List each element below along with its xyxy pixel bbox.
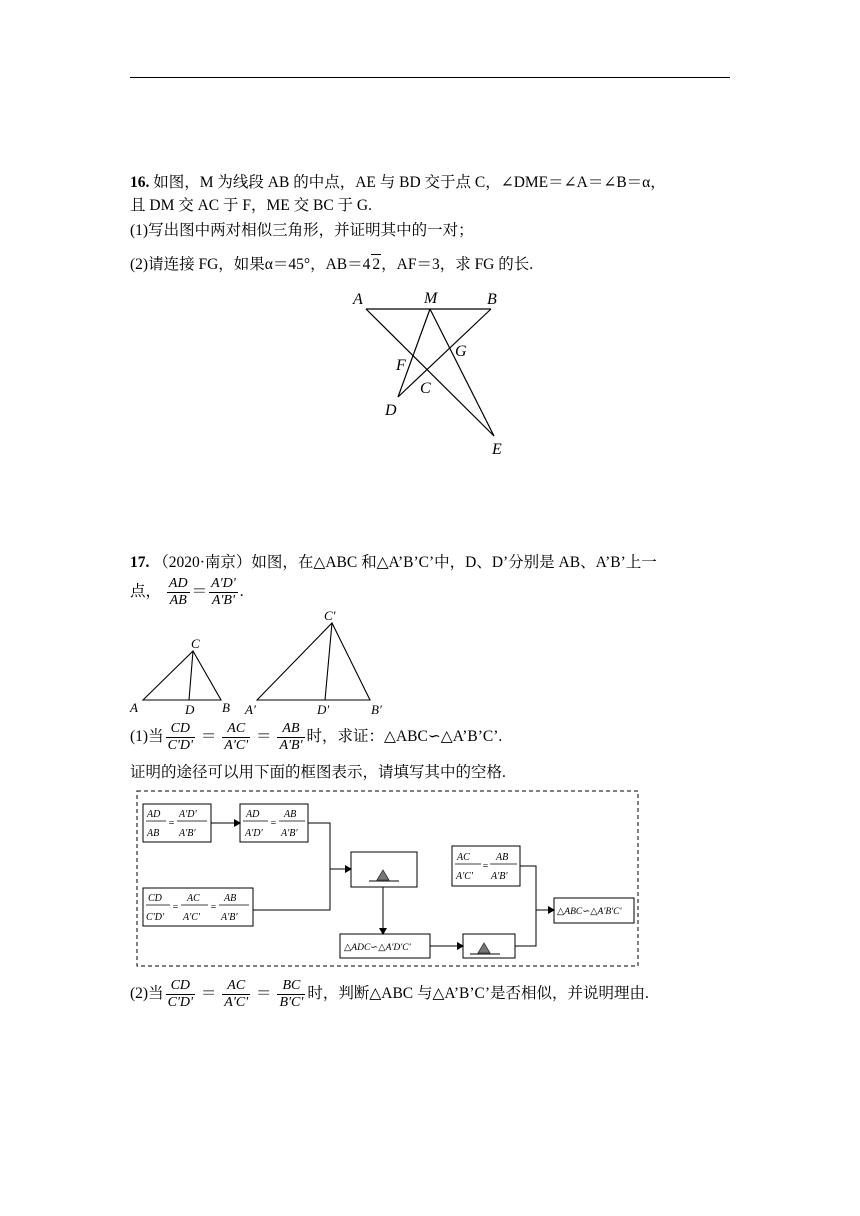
q17-line2: [130, 574, 244, 610]
q17-part1-suffix: 时，求证：△ABC∽△A’B’C’.: [306, 728, 503, 745]
q16-part2-a: (2)请连接 FG，如果α＝45°，AB＝4: [130, 256, 371, 273]
label-G: G: [455, 343, 467, 360]
label-D-small: D: [185, 702, 195, 717]
fc-text: AB: [224, 893, 237, 904]
fc-text: △ABC∽△A'B'C': [557, 907, 622, 917]
box-blank-1: [351, 852, 417, 887]
fraction-apdp-apbp: $\frac{A'D'}{A'B'}$: [211, 575, 236, 608]
triangle-icon: [377, 870, 389, 880]
fraction-ad-ab: $\frac{AD}{AB}$: [168, 575, 188, 608]
connector-2: [515, 866, 536, 946]
q17-triangles-figure: [125, 610, 395, 720]
fc-text: AC: [457, 852, 470, 863]
fraction-ab: $\frac{AB}{A'B'}$: [279, 720, 303, 753]
fc-text: AC: [187, 893, 200, 904]
q17-line2-suffix: .: [239, 583, 244, 600]
q17-part2-prefix: (2)当: [130, 985, 164, 1002]
fc-text: A'B': [491, 871, 508, 882]
q17-part1-line2: 证明的途径可以用下面的框图表示，请填写其中的空格.: [130, 764, 506, 781]
q17-part1: (1)当 $\frac{CD}{C'D'}$ ＝ $\frac{AC}{A'C'}$ ＝ $\frac{AB}{A'B'}$ 时，求证：△ABC∽△A’B’C’.: [130, 720, 503, 753]
q16-number: 16.: [130, 174, 150, 191]
label-Cp: C′: [324, 610, 336, 623]
equals-sign: ＝: [191, 583, 208, 600]
fc-text: AD: [246, 809, 260, 820]
q17-text-1: （2020·南京）如图，在△ABC 和△A’B’C’中，D、D’分别是 AB、A’B’上一: [153, 554, 657, 571]
q16-part1: (1)写出图中两对相似三角形，并证明其中的一对；: [130, 222, 474, 239]
q17-part2-suffix: 时，判断△ABC 与△A’B’C’是否相似，并说明理由.: [307, 985, 649, 1002]
fc-text: A'C': [183, 912, 201, 923]
q16-text-1: 如图，M 为线段 AB 的中点，AE 与 BD 交于点 C，∠DME＝∠A＝∠B＝α，: [153, 174, 666, 191]
label-Bp: B′: [371, 702, 382, 717]
fc-text: AB: [147, 828, 160, 839]
label-C: C: [420, 380, 431, 397]
label-A-small: A: [130, 700, 138, 715]
fraction-ac: $\frac{AC}{A'C'}$: [224, 977, 249, 1010]
fraction-ac: $\frac{AC}{A'C'}$: [224, 720, 249, 753]
segment-CD: [189, 651, 193, 700]
fc-text: CD: [148, 893, 162, 904]
fc-eq: =: [482, 861, 489, 872]
fc-text: A'D': [179, 809, 197, 820]
fc-eq: =: [168, 818, 175, 829]
segment-BD: [398, 309, 491, 397]
fc-text: A'C': [456, 871, 474, 882]
fc-text: A'D': [245, 828, 263, 839]
triangle-ApBpCp: [257, 623, 370, 700]
fraction-bc: $\frac{BC}{B'C'}$: [279, 977, 304, 1010]
segment-CpDp: [325, 623, 332, 700]
label-B-small: B: [222, 700, 230, 715]
fc-eq: =: [172, 902, 179, 913]
label-Dp: D′: [317, 702, 330, 717]
label-A: A: [353, 291, 363, 308]
proof-flowchart: [130, 785, 645, 970]
fc-text: △ADC∽△A'D'C': [344, 943, 411, 953]
q16-line2: 且 DM 交 AC 于 F，ME 交 BC 于 G.: [130, 197, 372, 214]
q17-part1-prefix: (1)当: [130, 728, 164, 745]
sqrt-symbol: 2: [372, 256, 381, 273]
fc-text: A'B': [221, 912, 238, 923]
label-Ap: A′: [245, 702, 256, 717]
fc-text: A'B': [281, 828, 298, 839]
fraction-cd: $\frac{CD}{C'D'}$: [167, 720, 194, 753]
q17-part2: (2)当 $\frac{CD}{C'D'}$ ＝ $\frac{AC}{A'C'}$ ＝ $\frac{BC}{B'C'}$ 时，判断△ABC 与△A’B’C’是否相似，并说明理由.: [130, 977, 649, 1010]
q17-line2-prefix: 点，: [130, 583, 162, 600]
fc-text: C'D': [146, 912, 165, 923]
q16-part2-b: ，AF＝3，求 FG 的长.: [381, 256, 534, 273]
q17-line1: [130, 553, 657, 573]
segment-ME: [430, 309, 494, 436]
header-rule: [130, 77, 730, 78]
label-B: B: [487, 291, 497, 308]
fc-text: A'B': [179, 828, 196, 839]
fc-eq: =: [210, 902, 217, 913]
q16-line1: [130, 173, 666, 193]
label-D: D: [385, 402, 397, 419]
triangle-ABC: [143, 651, 221, 700]
q16-part2: [130, 254, 533, 275]
label-E: E: [492, 441, 502, 458]
fc-eq: =: [270, 818, 277, 829]
fc-text: AB: [284, 809, 297, 820]
q16-figure: [340, 285, 520, 460]
blank-2[interactable]: [470, 943, 500, 954]
fc-text: AB: [496, 852, 509, 863]
label-F: F: [396, 357, 406, 374]
blank-1[interactable]: [369, 870, 399, 881]
label-C-small: C: [191, 636, 200, 651]
fc-text: AD: [147, 809, 161, 820]
q17-number: 17.: [130, 554, 150, 571]
triangle-icon: [478, 943, 490, 953]
label-M: M: [424, 290, 438, 307]
fraction-cd: $\frac{CD}{C'D'}$: [167, 977, 194, 1010]
